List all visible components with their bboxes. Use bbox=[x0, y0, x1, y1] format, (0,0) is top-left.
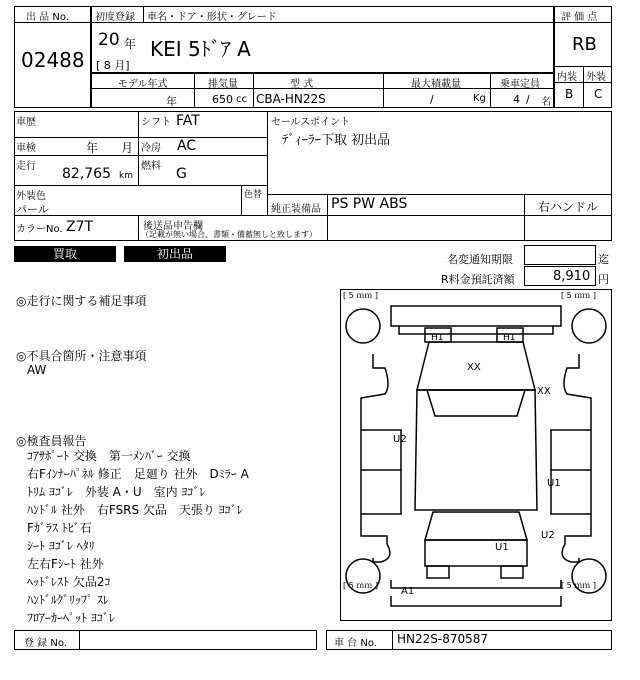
handle-side: 右ハンドル bbox=[538, 200, 599, 214]
sales-point-label: セールスポイント bbox=[271, 117, 351, 128]
post-doc-note: （記載が無い場合、書類・備蓄無しと致します） bbox=[141, 230, 317, 239]
driving-notes-title: ◎走行に関する補足事項 bbox=[16, 294, 147, 308]
inspector-line: ﾍｯﾄﾞﾚｽﾄ 欠品2ｺ bbox=[27, 575, 111, 589]
inspector-line: ﾊﾝﾄﾞﾙ 社外 右FSRS 欠品 天張り ﾖｺﾞﾚ bbox=[27, 503, 243, 517]
trunk bbox=[425, 540, 527, 566]
windshield bbox=[427, 390, 525, 416]
damage-mark: XX bbox=[467, 362, 481, 373]
capacity: 4 bbox=[513, 93, 520, 106]
max-load: / bbox=[430, 93, 434, 106]
car-name-label: 車名・ドア・形状・グレード bbox=[147, 12, 277, 23]
inspection-month-unit: 月 bbox=[121, 141, 134, 155]
recycle-amount: 8,910 bbox=[553, 269, 591, 284]
mileage: 82,765 bbox=[62, 166, 111, 182]
damage-mark: XX bbox=[537, 386, 551, 397]
inspector-line: 右Fｲﾝﾅｰﾊﾟﾈﾙ 修正 足廻り 社外 Dﾐﾗｰ A bbox=[27, 467, 249, 481]
capacity-sep: / bbox=[526, 93, 530, 106]
first-reg-year: 20 bbox=[98, 30, 120, 50]
first-listing-badge: 初出品 bbox=[124, 246, 226, 262]
defect-line: AW bbox=[27, 363, 47, 377]
name-change-label: 名変通知期限 bbox=[447, 253, 513, 266]
post-doc-label: 後送品申告欄 bbox=[143, 221, 203, 232]
damage-mark: H1 bbox=[431, 333, 444, 343]
inspector-line: ｺｱｻﾎﾟｰﾄ 交換 第一ﾒﾝﾊﾞｰ 交換 bbox=[27, 449, 191, 463]
left-body bbox=[361, 354, 390, 562]
front-bumper bbox=[391, 306, 561, 334]
buy-badge: 買取 bbox=[14, 246, 116, 262]
name-change-unit: 迄 bbox=[598, 253, 609, 266]
inspector-line: ｼｰﾄ ﾖｺﾞﾚ ﾍﾀﾘ bbox=[27, 539, 95, 553]
rear-window bbox=[425, 512, 527, 540]
fuel: G bbox=[176, 166, 187, 182]
eval-label: 評 価 点 bbox=[561, 12, 598, 23]
type-label: 型 式 bbox=[290, 79, 314, 90]
displacement-label: 排気量 bbox=[208, 79, 238, 90]
tire-label: [ 5 ｍｍ ] bbox=[343, 291, 378, 300]
damage-mark: A1 bbox=[401, 586, 415, 597]
chassis-label: 車 台 No. bbox=[334, 638, 377, 649]
displacement-unit: cc bbox=[236, 94, 247, 105]
exterior-label: 外装 bbox=[586, 72, 606, 83]
model-year-label: モデル年式 bbox=[118, 79, 168, 90]
first-reg-label: 初度登録 bbox=[95, 12, 135, 23]
defect-notes-title: ◎不具合箇所・注意事項 bbox=[16, 349, 147, 363]
equipment: PS PW ABS bbox=[331, 196, 408, 212]
taillight-right bbox=[501, 566, 523, 578]
displacement: 650 bbox=[212, 93, 233, 106]
shift-label: シフト bbox=[141, 117, 171, 128]
tire-front-left bbox=[346, 309, 380, 343]
first-reg-month: [ 8 月] bbox=[96, 59, 130, 72]
inspection-label: 車検 bbox=[16, 143, 36, 154]
damage-mark: U1 bbox=[547, 478, 561, 489]
recycle-unit: 円 bbox=[598, 273, 609, 286]
max-load-label: 最大積載量 bbox=[411, 79, 461, 90]
shift: FAT bbox=[176, 113, 200, 129]
genuine-label: 純正装備品 bbox=[271, 204, 321, 215]
aircon: AC bbox=[177, 138, 197, 154]
mileage-label: 走行 bbox=[16, 161, 36, 172]
tire-label: [ 5 ｍｍ ] bbox=[343, 581, 378, 590]
inspector-line: 左右Fｼｰﾄ 社外 bbox=[27, 557, 104, 571]
exterior-grade: C bbox=[594, 87, 603, 101]
taillight-left bbox=[427, 566, 449, 578]
recycle-label: R料金預託済額 bbox=[441, 273, 515, 286]
repaint-label: 色替 bbox=[244, 190, 263, 200]
inspector-title: ◎検査員報告 bbox=[16, 434, 87, 448]
aircon-label: 冷房 bbox=[141, 143, 161, 154]
damage-mark: U1 bbox=[495, 542, 509, 553]
ext-color: パール bbox=[16, 203, 49, 216]
tire-label: [ 5 ｍｍ ] bbox=[561, 291, 596, 300]
car-diagram bbox=[340, 289, 612, 621]
sales-point: ﾃﾞｨｰﾗｰ下取 初出品 bbox=[282, 133, 391, 148]
damage-mark: H1 bbox=[503, 333, 516, 343]
interior-label: 内装 bbox=[557, 72, 577, 83]
color-no-label: カラーNo. bbox=[16, 224, 63, 235]
rear-bumper bbox=[391, 580, 561, 606]
inspection-year-unit: 年 bbox=[86, 141, 99, 155]
model-type: CBA-HN22S bbox=[256, 92, 326, 106]
right-doors bbox=[551, 430, 591, 514]
fuel-label: 燃料 bbox=[141, 161, 161, 172]
damage-mark: U2 bbox=[393, 434, 407, 445]
year-unit: 年 bbox=[124, 37, 137, 51]
inspector-line: Fｶﾞﾗｽ ﾄﾋﾞ石 bbox=[27, 521, 92, 535]
history-label: 車歴 bbox=[16, 117, 36, 128]
eval-score: RB bbox=[572, 34, 597, 55]
name-change-box bbox=[524, 245, 596, 265]
interior-grade: B bbox=[565, 87, 574, 101]
model-year-unit: 年 bbox=[166, 95, 177, 108]
lot-number: 02488 bbox=[21, 48, 85, 72]
capacity-unit: 名 bbox=[541, 97, 551, 108]
inspector-line: ﾊﾝﾄﾞﾙｸﾞﾘｯﾌﾟ ｽﾚ bbox=[27, 593, 109, 607]
color-no: Z7T bbox=[66, 219, 94, 235]
lot-label: 出 品 No. bbox=[26, 12, 69, 23]
ext-color-label: 外装色 bbox=[16, 191, 46, 202]
chassis-no: HN22S-870587 bbox=[397, 632, 489, 646]
damage-mark: U2 bbox=[541, 530, 555, 541]
inspector-line: ﾌﾛｱｰｶｰﾍﾟｯﾄ ﾖｺﾞﾚ bbox=[27, 611, 115, 625]
max-load-unit: Kg bbox=[473, 93, 486, 104]
right-body bbox=[562, 354, 591, 562]
reg-label: 登 録 No. bbox=[24, 638, 67, 649]
inspector-line: ﾄﾘﾑ ﾖｺﾞﾚ 外装 A・U 室内 ﾖｺﾞﾚ bbox=[27, 485, 206, 499]
tire-label: [ 5 ｍｍ ] bbox=[561, 581, 596, 590]
car-name: KEI 5ﾄﾞｱ A bbox=[150, 37, 251, 61]
capacity-label: 乗車定員 bbox=[500, 79, 540, 90]
mileage-unit: km bbox=[119, 171, 133, 181]
tire-front-right bbox=[572, 309, 606, 343]
